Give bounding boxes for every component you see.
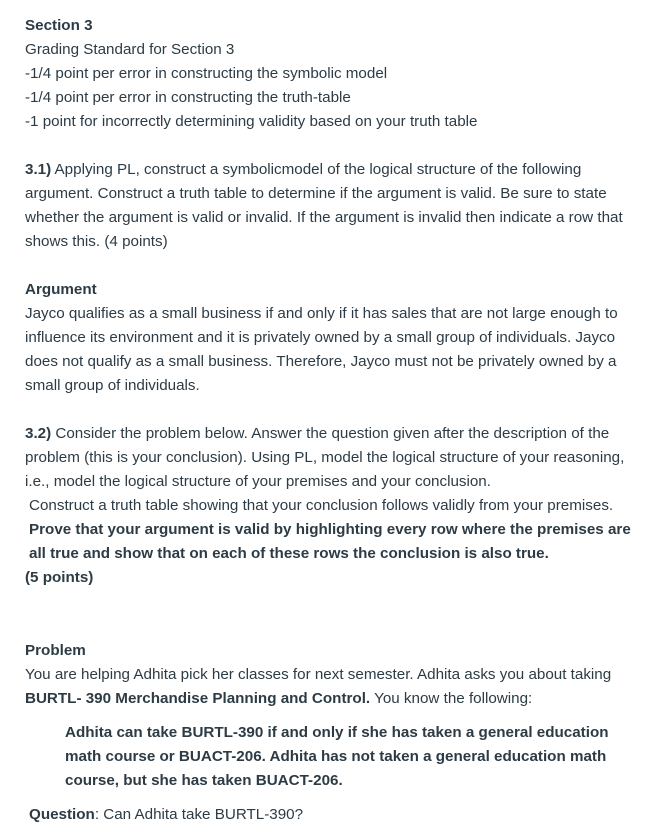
section-title: Section 3 [25, 17, 93, 34]
question-3-1 [25, 158, 640, 254]
grading-item: -1 point for incorrectly determining validity based on your truth table [25, 113, 478, 130]
final-question [29, 803, 640, 827]
question-3-1-text: Applying PL, construct a symbolicmodel of the logical structure of the following argument. Construct a truth table to determine if the argument is valid. Be sure to state whether the argument is valid or invalid. If the argument is invalid then indicate a row that shows this. (4 points) [25, 161, 623, 250]
question-3-2-text: Consider the problem below. Answer the question given after the description of the problem (this is your conclusion). Using PL, model the logical structure of your reasoning, i.e., model the logical structure of your premises and your conclusion. [25, 425, 625, 490]
question-3-2 [25, 422, 640, 494]
document-body [25, 14, 640, 827]
grading-item: -1/4 point per error in constructing the truth-table [25, 89, 351, 106]
question-3-2-label: 3.2) [25, 425, 52, 442]
problem-after: You know the following: [370, 690, 533, 707]
grading-title: Grading Standard for Section 3 [25, 41, 235, 58]
question-3-2-bold-text: Prove that your argument is valid by highlighting every row where the premises are all true and show that on each of these rows the conclusion is also true. [29, 521, 631, 562]
final-question-label: Question [29, 806, 95, 823]
problem-intro: You are helping Adhita pick her classes for next semester. Adhita asks you about taking [25, 666, 612, 683]
question-3-2-instruction-text: Construct a truth table showing that your conclusion follows validly from your premises. [29, 497, 614, 514]
argument-heading: Argument [25, 281, 97, 298]
final-question-text: : Can Adhita take BURTL-390? [94, 806, 304, 823]
problem-course: BURTL- 390 Merchandise Planning and Control. [25, 690, 371, 707]
problem-heading: Problem [25, 642, 86, 659]
grading-item: -1/4 point per error in constructing the symbolic model [25, 65, 388, 82]
problem-quote: Adhita can take BURTL-390 if and only if she has taken a general education math course or BUACT-206. Adhita has not taken a general education math course, but she has taken BUACT-206. [65, 724, 609, 789]
argument-text: Jayco qualifies as a small business if and only if it has sales that are not large enough to influence its environment and it is privately owned by a small group of individuals. Jayco does not qualify as a small business. Therefore, Jayco must not be privately owned by a small group of individuals. [25, 305, 618, 394]
question-3-2-points: (5 points) [25, 569, 94, 586]
question-3-1-label: 3.1) [25, 161, 52, 178]
question-3-2-instruction [25, 494, 640, 566]
problem-text [25, 663, 640, 711]
